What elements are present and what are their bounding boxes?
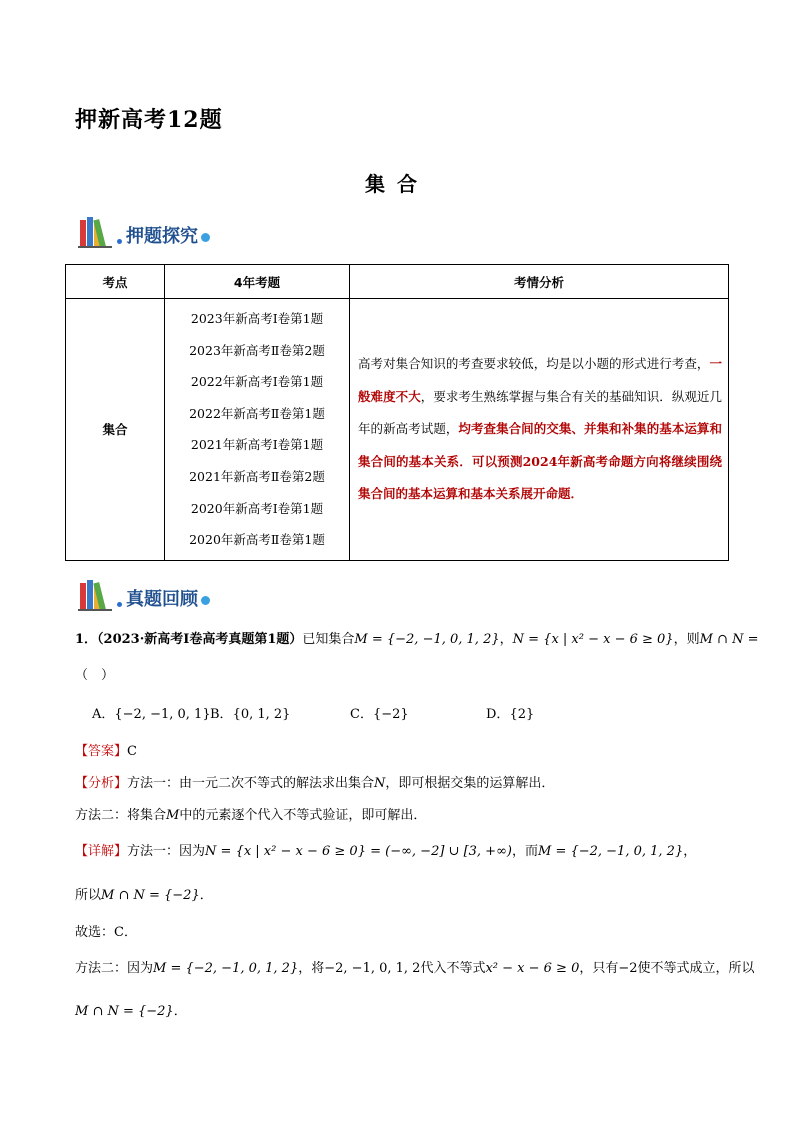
option-label: A． bbox=[92, 707, 115, 722]
stem-text: ，则 bbox=[673, 632, 700, 647]
ask-expr: M ∩ N = bbox=[699, 632, 759, 647]
m-expression: M = {−2, −1, 0, 1, 2} bbox=[153, 961, 299, 976]
option-label: B． bbox=[210, 707, 233, 722]
option-value: {0, 1, 2} bbox=[232, 707, 291, 722]
section-label: 押题探究 bbox=[126, 226, 198, 247]
section-heading-review bbox=[78, 577, 210, 611]
question-stem bbox=[75, 628, 758, 647]
method2-text: 方法二：将集合 bbox=[75, 808, 167, 823]
document-subtitle: 集合 bbox=[365, 172, 429, 196]
n-expression: N = {x | x² − x − 6 ≥ 0} = (−∞, −2] ∪ [3, +∞) bbox=[205, 844, 512, 859]
section-heading-explore bbox=[78, 214, 210, 248]
year-item: 2022年新高考Ⅰ卷第1题 bbox=[190, 374, 324, 390]
detail-text: ， bbox=[683, 844, 697, 859]
option-a bbox=[92, 703, 210, 722]
so-line bbox=[75, 884, 213, 903]
table-row bbox=[66, 299, 729, 561]
answer-tag: 【答案】 bbox=[75, 744, 128, 759]
circle-dot-icon bbox=[201, 596, 210, 605]
analysis-text: 高考对集合知识的考查要求较低，均是以小题的形式进行考查， bbox=[358, 356, 710, 372]
document-title: 押新高考12题 bbox=[75, 107, 223, 133]
year-item: 2020年新高考Ⅱ卷第1题 bbox=[189, 532, 325, 548]
topic-cell: 集合 bbox=[66, 299, 165, 561]
circle-dot-icon bbox=[201, 233, 210, 242]
options-row bbox=[92, 703, 534, 722]
option-label: D． bbox=[486, 707, 510, 722]
inequality: x² − x − 6 ≥ 0 bbox=[485, 961, 580, 976]
detail-text: 方法一：因为 bbox=[127, 844, 206, 859]
final-text: ． bbox=[173, 1004, 187, 1019]
question-paren: （ ） bbox=[75, 668, 115, 683]
years-cell bbox=[165, 299, 350, 561]
answer-line bbox=[75, 740, 137, 759]
bullet-dot-icon bbox=[117, 239, 122, 244]
method2-text: 中的元素逐个代入不等式验证，即可解出． bbox=[179, 808, 427, 823]
option-d bbox=[486, 703, 534, 722]
year-item: 2021年新高考Ⅱ卷第2题 bbox=[189, 468, 325, 484]
year-item: 2023年新高考Ⅰ卷第1题 bbox=[190, 311, 324, 326]
year-item: 2021年新高考Ⅰ卷第1题 bbox=[190, 437, 324, 453]
analysis-text: 方法一：由一元二次不等式的解法求出集合 bbox=[127, 776, 375, 791]
stem-text: 已知集合 bbox=[302, 632, 355, 647]
analysis-text: ，要求考生熟练掌握与集合有关的基础知识．纵观近几年的新高考试题， bbox=[358, 388, 722, 437]
bullet-dot-icon bbox=[117, 602, 122, 607]
exam-analysis-table bbox=[65, 264, 729, 561]
set-n: N = {x | x² − x − 6 ≥ 0} bbox=[512, 632, 674, 647]
final-line bbox=[75, 1000, 187, 1019]
option-value: {−2, −1, 0, 1} bbox=[114, 707, 211, 722]
method2-line bbox=[75, 804, 426, 823]
m2-text: 代入不等式 bbox=[420, 961, 486, 976]
choose-line: 故选：C． bbox=[75, 925, 137, 940]
analysis-tag: 【分析】 bbox=[75, 776, 128, 791]
m2-text: 方法二：因为 bbox=[75, 961, 154, 976]
m2-text: ，将 bbox=[298, 961, 325, 976]
analysis-highlight: 一般难度不大 bbox=[358, 356, 722, 404]
so-text: 所以 bbox=[75, 888, 102, 903]
books-icon bbox=[78, 579, 116, 611]
m2-value: −2 bbox=[618, 961, 638, 976]
m-expression: M = {−2, −1, 0, 1, 2} bbox=[538, 844, 684, 859]
detail-line bbox=[75, 840, 696, 859]
books-icon bbox=[78, 216, 116, 248]
final-expression: M ∩ N = {−2} bbox=[75, 1004, 174, 1019]
analysis-text: ，即可根据交集的运算解出． bbox=[385, 776, 555, 791]
stem-sep: ， bbox=[499, 632, 513, 647]
header-years: 4年考题 bbox=[165, 265, 350, 299]
var-n: N bbox=[374, 776, 386, 791]
option-c bbox=[350, 703, 486, 722]
m2-text: ，只有 bbox=[579, 961, 619, 976]
analysis-line bbox=[75, 772, 554, 791]
header-topic: 考点 bbox=[66, 265, 165, 299]
method2-detail-line bbox=[75, 957, 755, 976]
section-label: 真题回顾 bbox=[126, 589, 198, 610]
question-number: 1． bbox=[75, 632, 98, 647]
result-expression: M ∩ N = {−2} bbox=[101, 888, 200, 903]
option-b bbox=[210, 703, 350, 722]
analysis-highlight: 均考查集合间的交集、并集和补集的基本运算和集合间的基本关系．可以预测2024年新高考命题方向将继续围绕集合间的基本运算和基本关系展开命题． bbox=[358, 421, 722, 502]
var-m: M bbox=[166, 808, 180, 823]
m2-values: −2, −1, 0, 1, 2 bbox=[324, 961, 421, 976]
answer-value: C bbox=[127, 744, 137, 759]
year-item: 2022年新高考Ⅱ卷第1题 bbox=[189, 405, 325, 421]
option-value: {2} bbox=[509, 707, 535, 722]
question-source: （2023·新高考Ⅰ卷高考真题第1题） bbox=[97, 632, 303, 647]
year-item: 2020年新高考Ⅰ卷第1题 bbox=[190, 500, 324, 516]
set-m: M = {−2, −1, 0, 1, 2} bbox=[354, 632, 500, 647]
so-text: ． bbox=[199, 888, 213, 903]
m2-text: 使不等式成立，所以 bbox=[637, 961, 755, 976]
detail-text: ，而 bbox=[511, 844, 538, 859]
option-label: C． bbox=[350, 707, 373, 722]
detail-tag: 【详解】 bbox=[75, 844, 128, 859]
table-header-row bbox=[66, 265, 729, 299]
option-value: {−2} bbox=[372, 707, 409, 722]
analysis-cell bbox=[350, 299, 729, 561]
header-analysis: 考情分析 bbox=[350, 265, 729, 299]
year-item: 2023年新高考Ⅱ卷第2题 bbox=[189, 342, 325, 358]
